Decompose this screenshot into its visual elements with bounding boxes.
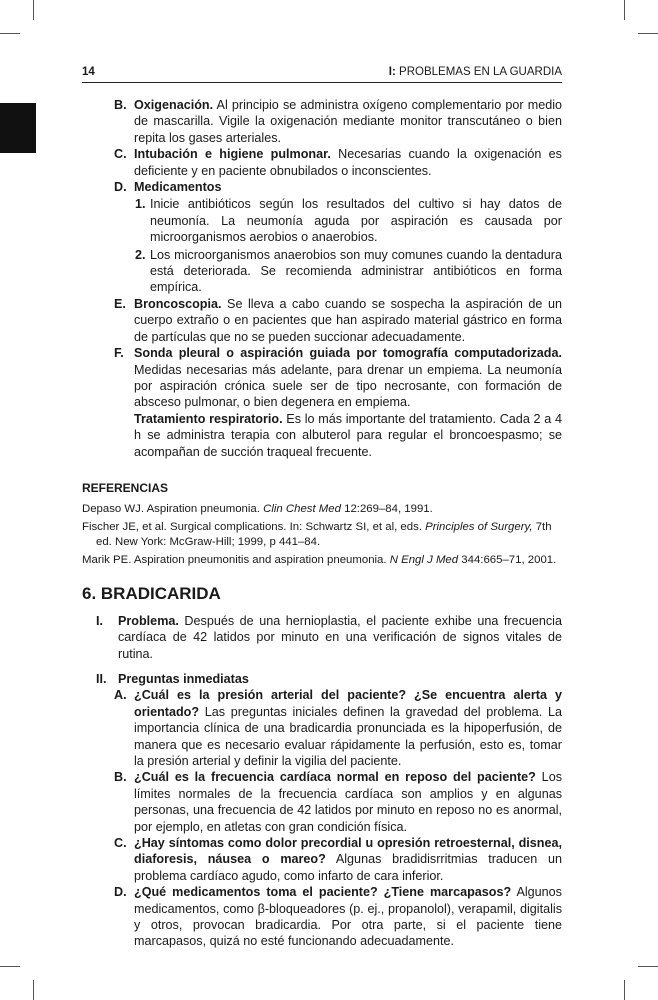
item-text: Se lleva a cabo cuando se sospecha la aspiración de un cuerpo extraño o en pacientes que han aspirado material gástrico en forma de partículas que no se pueden succionar adecuadamente.	[134, 296, 562, 344]
reference-text: Fischer JE, et al. Surgical complications. In: Schwartz SI, et al, eds.	[82, 520, 426, 533]
roman-label: II.	[96, 671, 107, 686]
crop-mark-bottom-left-v	[33, 980, 34, 1000]
question-label: D.	[114, 885, 127, 900]
page-body	[82, 97, 562, 950]
reference-journal: Clin Chest Med	[263, 503, 341, 516]
question-heading: ¿Cuál es la presión arterial del paciente? ¿Se encuentra alerta y orientado?	[134, 688, 562, 719]
subitem-anaerobios	[82, 247, 562, 296]
item-medicamentos	[82, 179, 562, 195]
question-label: C.	[114, 836, 127, 851]
problem-heading: Problema.	[118, 613, 179, 628]
subitem-label: 2.	[135, 247, 146, 262]
question-heading: ¿Hay síntomas como dolor precordial u opresión retroesternal, disnea, diaforesis, náusea o mareo?	[134, 836, 562, 867]
reference-journal: N Engl J Med	[389, 553, 459, 566]
item-label: B.	[114, 98, 127, 112]
references-heading: REFERENCIAS	[82, 480, 169, 495]
roman-label: I.	[96, 613, 103, 628]
item-heading: Medicamentos	[134, 180, 222, 195]
reference-journal: Principles of Surgery,	[425, 520, 533, 533]
section-heading: 6. BRADICARIDA	[82, 584, 221, 604]
question-item	[82, 687, 562, 769]
section-name: PROBLEMAS EN LA GUARDIA	[399, 66, 562, 78]
item-intubacion	[82, 146, 562, 179]
tratamiento-paragraph	[82, 411, 562, 460]
reference-entry	[82, 520, 562, 551]
item-heading: Oxigenación.	[134, 98, 214, 112]
question-text: Algunas bradidisrritmias traducen un problema cardíaco agudo, como infarto de cara inferior.	[134, 852, 562, 883]
item-text: Medidas necesarias más adelante, para drenar un empiema. La neumonía por aspiración crónica suele ser de tipo necrosante, con formación de absceso pulmonar, o bien degenera en empiema.	[134, 362, 562, 410]
reference-entry	[82, 502, 562, 518]
crop-mark-top-right-h	[638, 33, 658, 34]
crop-mark-top-left-h	[0, 33, 20, 34]
section-prefix: I:	[388, 66, 396, 78]
chapter-thumb-tab	[0, 103, 36, 153]
item-broncoscopia	[82, 296, 562, 345]
item-text: Necesarias cuando la oxigenación es deficiente y en paciente obnubilados o inconscientes.	[134, 147, 562, 178]
reference-text: 12:269–84, 1991.	[340, 503, 433, 516]
question-heading: ¿Qué medicamentos toma el paciente? ¿Tiene marcapasos?	[134, 885, 512, 900]
section-title	[389, 66, 562, 78]
question-text: Algunos medicamentos, como β-bloqueadores (p. ej., propanolol), verapamil, digitalis y otros, provocan bradicardia. Por otra parte, si el paciente tiene marcapasos, quizá no esté funcionando adecuadamente.	[134, 885, 562, 949]
problem-text: Después de una hernioplastia, el paciente exhibe una frecuencia cardíaca de 42 latidos por minuto en una verificación de signos vitales de rutina.	[118, 613, 562, 661]
tratamiento-text: Es lo más importante del tratamiento. Cada 2 a 4 h se administra terapia con albuterol para regular el broncoespasmo; se acompañan de succión traqueal frecuente.	[134, 411, 562, 459]
reference-text: 344:665–71, 2001.	[458, 553, 557, 566]
crop-mark-top-left-v	[33, 0, 34, 20]
question-text: Las preguntas iniciales definen la gravedad del problema. La importancia clínica de una bradicardia pronunciada es la hipoperfusión, de manera que es necesario evaluar rápidamente la perfusión, esto es, tomar la presión arterial y definir la vigilia del paciente.	[134, 704, 562, 768]
subitem-label: 1.	[135, 197, 146, 212]
item-oxigenacion	[82, 97, 562, 146]
question-label: B.	[114, 770, 127, 785]
question-text: Los límites normales de la frecuencia cardíaca son amplios y en algunas personas, una frecuencia de 42 latidos por minuto en reposo no es anormal, por ejemplo, en atletas con gran condición física.	[134, 770, 562, 834]
item-heading: Intubación e higiene pulmonar.	[134, 147, 331, 162]
crop-mark-bottom-right-v	[624, 980, 625, 1000]
subitem-antibioticos	[82, 196, 562, 245]
questions-heading-text: Preguntas inmediatas	[118, 671, 249, 686]
question-item	[82, 884, 562, 950]
problem-item	[82, 613, 562, 662]
reference-text: 7th ed. New York: McGraw-Hill; 1999, p 441–84.	[96, 520, 552, 549]
header-rule	[82, 82, 562, 83]
crop-mark-bottom-right-h	[638, 966, 658, 967]
item-text: Al principio se administra oxígeno complementario por medio de mascarilla. Vigile la oxigenación mediante monitor transcutáneo o bien repita los gases arteriales.	[134, 98, 562, 145]
crop-mark-top-right-v	[624, 0, 625, 20]
questions-heading	[82, 671, 562, 687]
reference-text: Depaso WJ. Aspiration pneumonia.	[82, 503, 264, 516]
subitem-text: Inicie antibióticos según los resultados del cultivo si hay datos de neumonía. La neumonía aguda por aspiración es causada por microorganismos aerobios o anaerobios.	[150, 197, 562, 245]
item-label: C.	[114, 147, 127, 162]
reference-text: Marik PE. Aspiration pneumonitis and aspiration pneumonia.	[82, 553, 390, 566]
item-sonda-pleural	[82, 345, 562, 411]
item-heading: Broncoscopia.	[134, 296, 222, 311]
reference-entry	[82, 553, 562, 569]
item-label: D.	[114, 180, 127, 195]
running-header	[82, 66, 562, 82]
question-item	[82, 835, 562, 884]
question-heading: ¿Cuál es la frecuencia cardíaca normal en reposo del paciente?	[134, 770, 536, 785]
subitem-text: Los microorganismos anaerobios son muy comunes cuando la dentadura está deteriorada. Se recomienda administrar antibióticos en forma empírica.	[150, 247, 562, 295]
item-label: F.	[114, 346, 124, 361]
tratamiento-heading: Tratamiento respiratorio.	[134, 411, 283, 426]
crop-mark-bottom-left-h	[0, 966, 20, 967]
item-heading: Sonda pleural o aspiración guiada por tomografía computadorizada.	[134, 346, 562, 361]
question-label: A.	[114, 688, 127, 703]
item-label: E.	[114, 296, 126, 311]
page-number: 14	[82, 66, 95, 78]
question-item	[82, 769, 562, 835]
